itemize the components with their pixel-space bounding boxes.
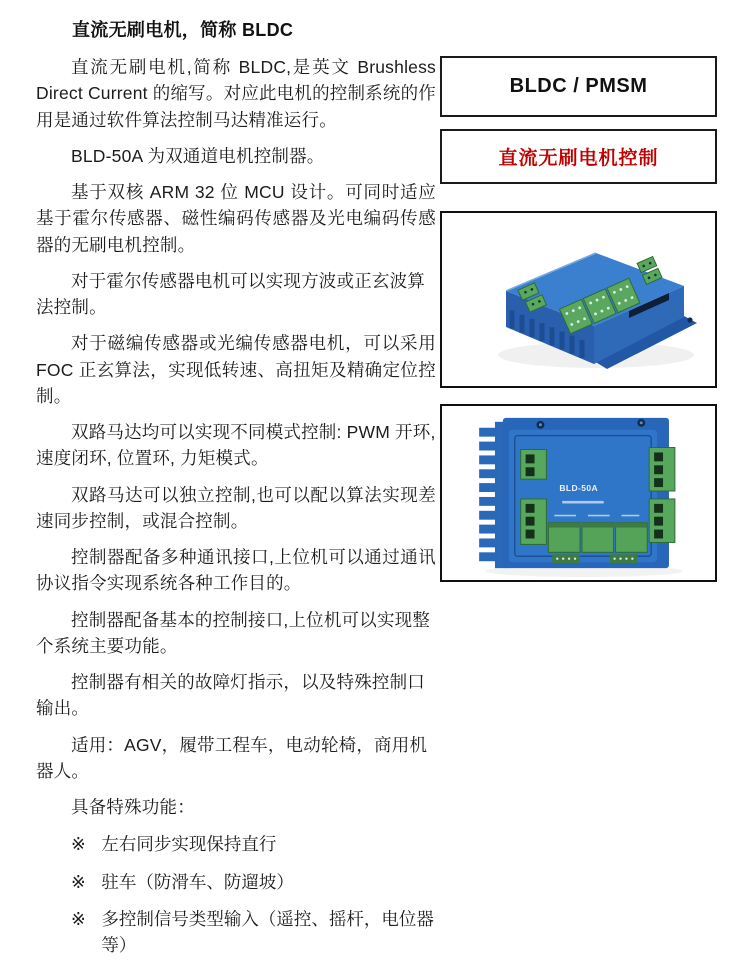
motor-controller-front-illustration (442, 406, 715, 580)
paragraph-model: BLD-50A 为双通道电机控制器。 (71, 145, 325, 166)
product-photo-isometric (440, 211, 717, 388)
paragraph-intro: 直流无刷电机,简称 BLDC,是英文 Brushless Direct Current 的缩写。对应此电机的控制系统的作用是通过软件算法控制马达精准运行。 (36, 57, 436, 130)
label-box-bldc-control (440, 129, 717, 184)
label-box-text: BLDC / PMSM (509, 75, 648, 97)
bullet-text: 左右同步实现保持直行 (101, 834, 277, 855)
paragraph-mcu: 基于双核 ARM 32 位 MCU 设计。可同时适应基于霍尔传感器、磁性编码传感器及光电编码传感器的无刷电机控制。 (36, 182, 436, 255)
article-column (36, 16, 436, 969)
bullet-text: 多控制信号类型输入（遥控、摇杆，电位器等） (101, 908, 434, 955)
label-box-bldc-pmsm (440, 56, 717, 117)
article-title: 直流无刷电机，简称 BLDC (72, 20, 294, 40)
paragraph-sync: 双路马达可以独立控制,也可以配以算法实现差速同步控制，或混合控制。 (36, 484, 436, 531)
motor-controller-isometric-illustration (442, 213, 715, 386)
paragraph-hall: 对于霍尔传感器电机可以实现方波或正玄波算法控制。 (36, 270, 425, 317)
bullet-item-signal-inputs (71, 906, 436, 959)
paragraph-comm: 控制器配备多种通讯接口,上位机可以通过通讯协议指令实现系统各种工作目的。 (36, 547, 436, 594)
label-box-text: 直流无刷电机控制 (498, 148, 659, 169)
reference-mark-icon: ※ (71, 871, 86, 892)
product-photo-front (440, 404, 717, 582)
bullet-item-straight-drive (71, 831, 436, 857)
paragraph-foc: 对于磁编传感器或光编传感器电机，可以采用 FOC 正玄算法，实现低转速、高扭矩及精确定位控制。 (36, 333, 436, 406)
bullet-item-parking (71, 869, 436, 895)
device-model-label: BLD-50A (559, 482, 599, 493)
sidebar-column (440, 56, 717, 582)
bullet-text: 驻车（防滑车、防遛坡） (101, 871, 294, 892)
reference-mark-icon: ※ (71, 908, 86, 929)
paragraph-basic-io: 控制器配备基本的控制接口,上位机可以实现整个系统主要功能。 (36, 609, 431, 656)
paragraph-modes: 双路马达均可以实现不同模式控制: PWM 开环, 速度闭环, 位置环, 力矩模式。 (36, 422, 436, 469)
features-heading: 具备特殊功能： (71, 797, 195, 817)
heatsink-fins (479, 422, 507, 568)
paragraph-applications: 适用：AGV，履带工程车，电动轮椅，商用机器人。 (36, 734, 428, 781)
reference-mark-icon: ※ (71, 834, 86, 855)
paragraph-fault-led: 控制器有相关的故障灯指示，以及特殊控制口输出。 (36, 672, 425, 719)
